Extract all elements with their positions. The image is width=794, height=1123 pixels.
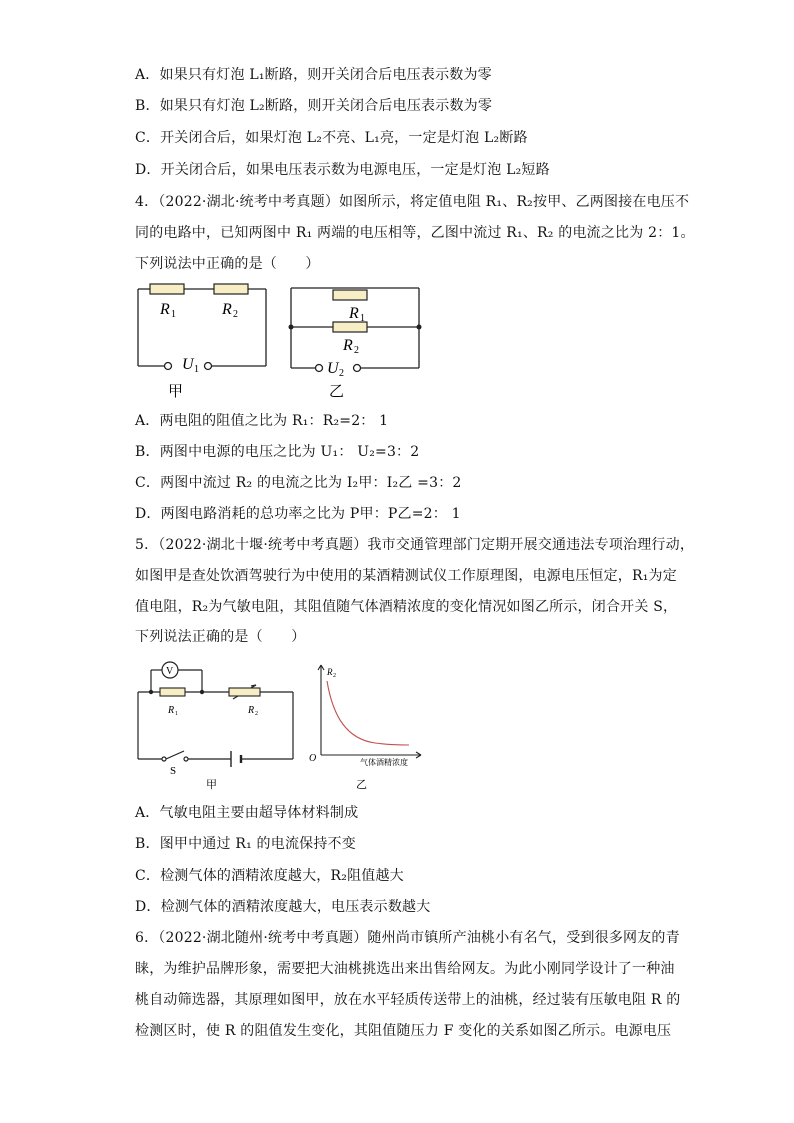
resistor-r1 [160,688,185,696]
r1-label: R [168,705,175,716]
q5-figure-tester-circuit [130,655,300,795]
r2-sub: 2 [354,345,359,356]
q6-stem-line-2: 睐，为维护品牌形象，需要把大油桃挑选出来出售给网友。为此小刚同学设计了一种油 [135,961,675,977]
q5-stem-line-3: 值电阻，R₂为气敏电阻，其阻值随气体酒精浓度的变化情况如图乙所示，闭合开关 S， [135,599,678,615]
u1-label: U [182,356,194,373]
q5-stem-line-2: 如图甲是查处饮酒驾驶行为中使用的某酒精测试仪工作原理图，电源电压恒定，R₁为定 [135,568,677,584]
q3-option-c: C．开关闭合后，如果灯泡 L₂不亮、L₁亮，一定是灯泡 L₂断路 [135,130,528,146]
figure-label-jia: 甲 [206,779,217,791]
r2-curve [327,681,409,745]
q5-figure-graph [305,655,435,795]
r1-sub: 1 [360,313,365,324]
q5-option-d: D．检测气体的酒精浓度越大，电压表示数越大 [135,899,431,915]
u2-label: U [327,360,339,377]
q4-stem-line-2: 同的电路中，已知两图中 R₁ 两端的电压相等，乙图中流过 R₁、R₂ 的电流之比为 2：1。 [135,225,695,241]
switch-label: S [170,765,177,777]
q4-option-d: D．两图电路消耗的总功率之比为 P甲：P乙=2： 1 [135,506,461,522]
q4-figure-parallel-circuit [285,282,425,402]
resistor-r1 [150,284,184,294]
q4-stem-line-1: 4．（2022·湖北·统考中考真题）如图所示，将定值电阻 R₁、R₂按甲、乙两图接在电压不 [135,194,690,210]
q3-option-b: B．如果只有灯泡 L₂断路，则开关闭合后电压表示数为零 [135,98,493,114]
graph-x-label: 气体酒精浓度 [360,758,408,767]
resistor-r2 [214,284,248,294]
q5-option-b: B．图甲中通过 R₁ 的电流保持不变 [135,836,356,852]
r1-sub: 1 [175,711,178,717]
r2-sub: 2 [233,309,238,320]
q4-option-b: B．两图中电源的电压之比为 U₁： U₂=3：2 [135,444,420,460]
q3-option-d: D．开关闭合后，如果电压表示数为电源电压，一定是灯泡 L₂短路 [135,162,550,178]
q4-option-a: A．两电阻的阻值之比为 R₁：R₂=2： 1 [135,413,389,429]
q6-stem-line-4: 检测区时，使 R 的阻值发生变化，其阻值随压力 F 变化的关系如图乙所示。电源电压 [135,1023,672,1039]
q6-stem-line-3: 桃自动筛选器，其原理如图甲，放在水平轻质传送带上的油桃，经过装有压敏电阻 R 的 [135,992,681,1008]
q5-stem-line-4: 下列说法正确的是（ ） [135,629,306,645]
q6-stem-line-1: 6．（2022·湖北随州·统考中考真题）随州尚市镇所产油桃小有名气，受到很多网友的青 [135,930,680,946]
q4-option-c: C．两图中流过 R₂ 的电流之比为 I₂甲：I₂乙 =3：2 [135,475,462,491]
graph-y-sub: 2 [333,673,336,679]
u1-sub: 1 [194,364,199,375]
q3-option-a: A．如果只有灯泡 L₁断路，则开关闭合后电压表示数为零 [135,67,492,83]
q4-stem-line-3: 下列说法中正确的是（ ） [135,256,320,272]
resistor-r1 [333,290,367,300]
figure-label-yi: 乙 [356,779,367,791]
q5-stem-line-1: 5．（2022·湖北十堰·统考中考真题）我市交通管理部门定期开展交通违法专项治理行动， [135,537,695,553]
sensor-resistor-r2 [229,688,260,696]
r2-label: R [248,705,255,716]
r1-label: R [160,301,170,318]
q5-option-a: A．气敏电阻主要由超导体材料制成 [135,805,359,821]
figure-label-jia: 甲 [168,384,184,400]
figure-label-yi: 乙 [329,384,345,400]
voltmeter-label: V [166,666,174,677]
q5-option-c: C．检测气体的酒精浓度越大，R₂阻值越大 [135,868,404,884]
q4-figure-series-circuit [130,280,280,405]
u2-sub: 2 [339,368,344,379]
graph-y-label: R [327,667,333,677]
r2-sub: 2 [255,711,258,717]
r2-label: R [222,301,232,318]
r1-label: R [349,305,359,322]
graph-origin: O [309,753,317,764]
r2-label: R [343,337,353,354]
r1-sub: 1 [171,309,176,320]
